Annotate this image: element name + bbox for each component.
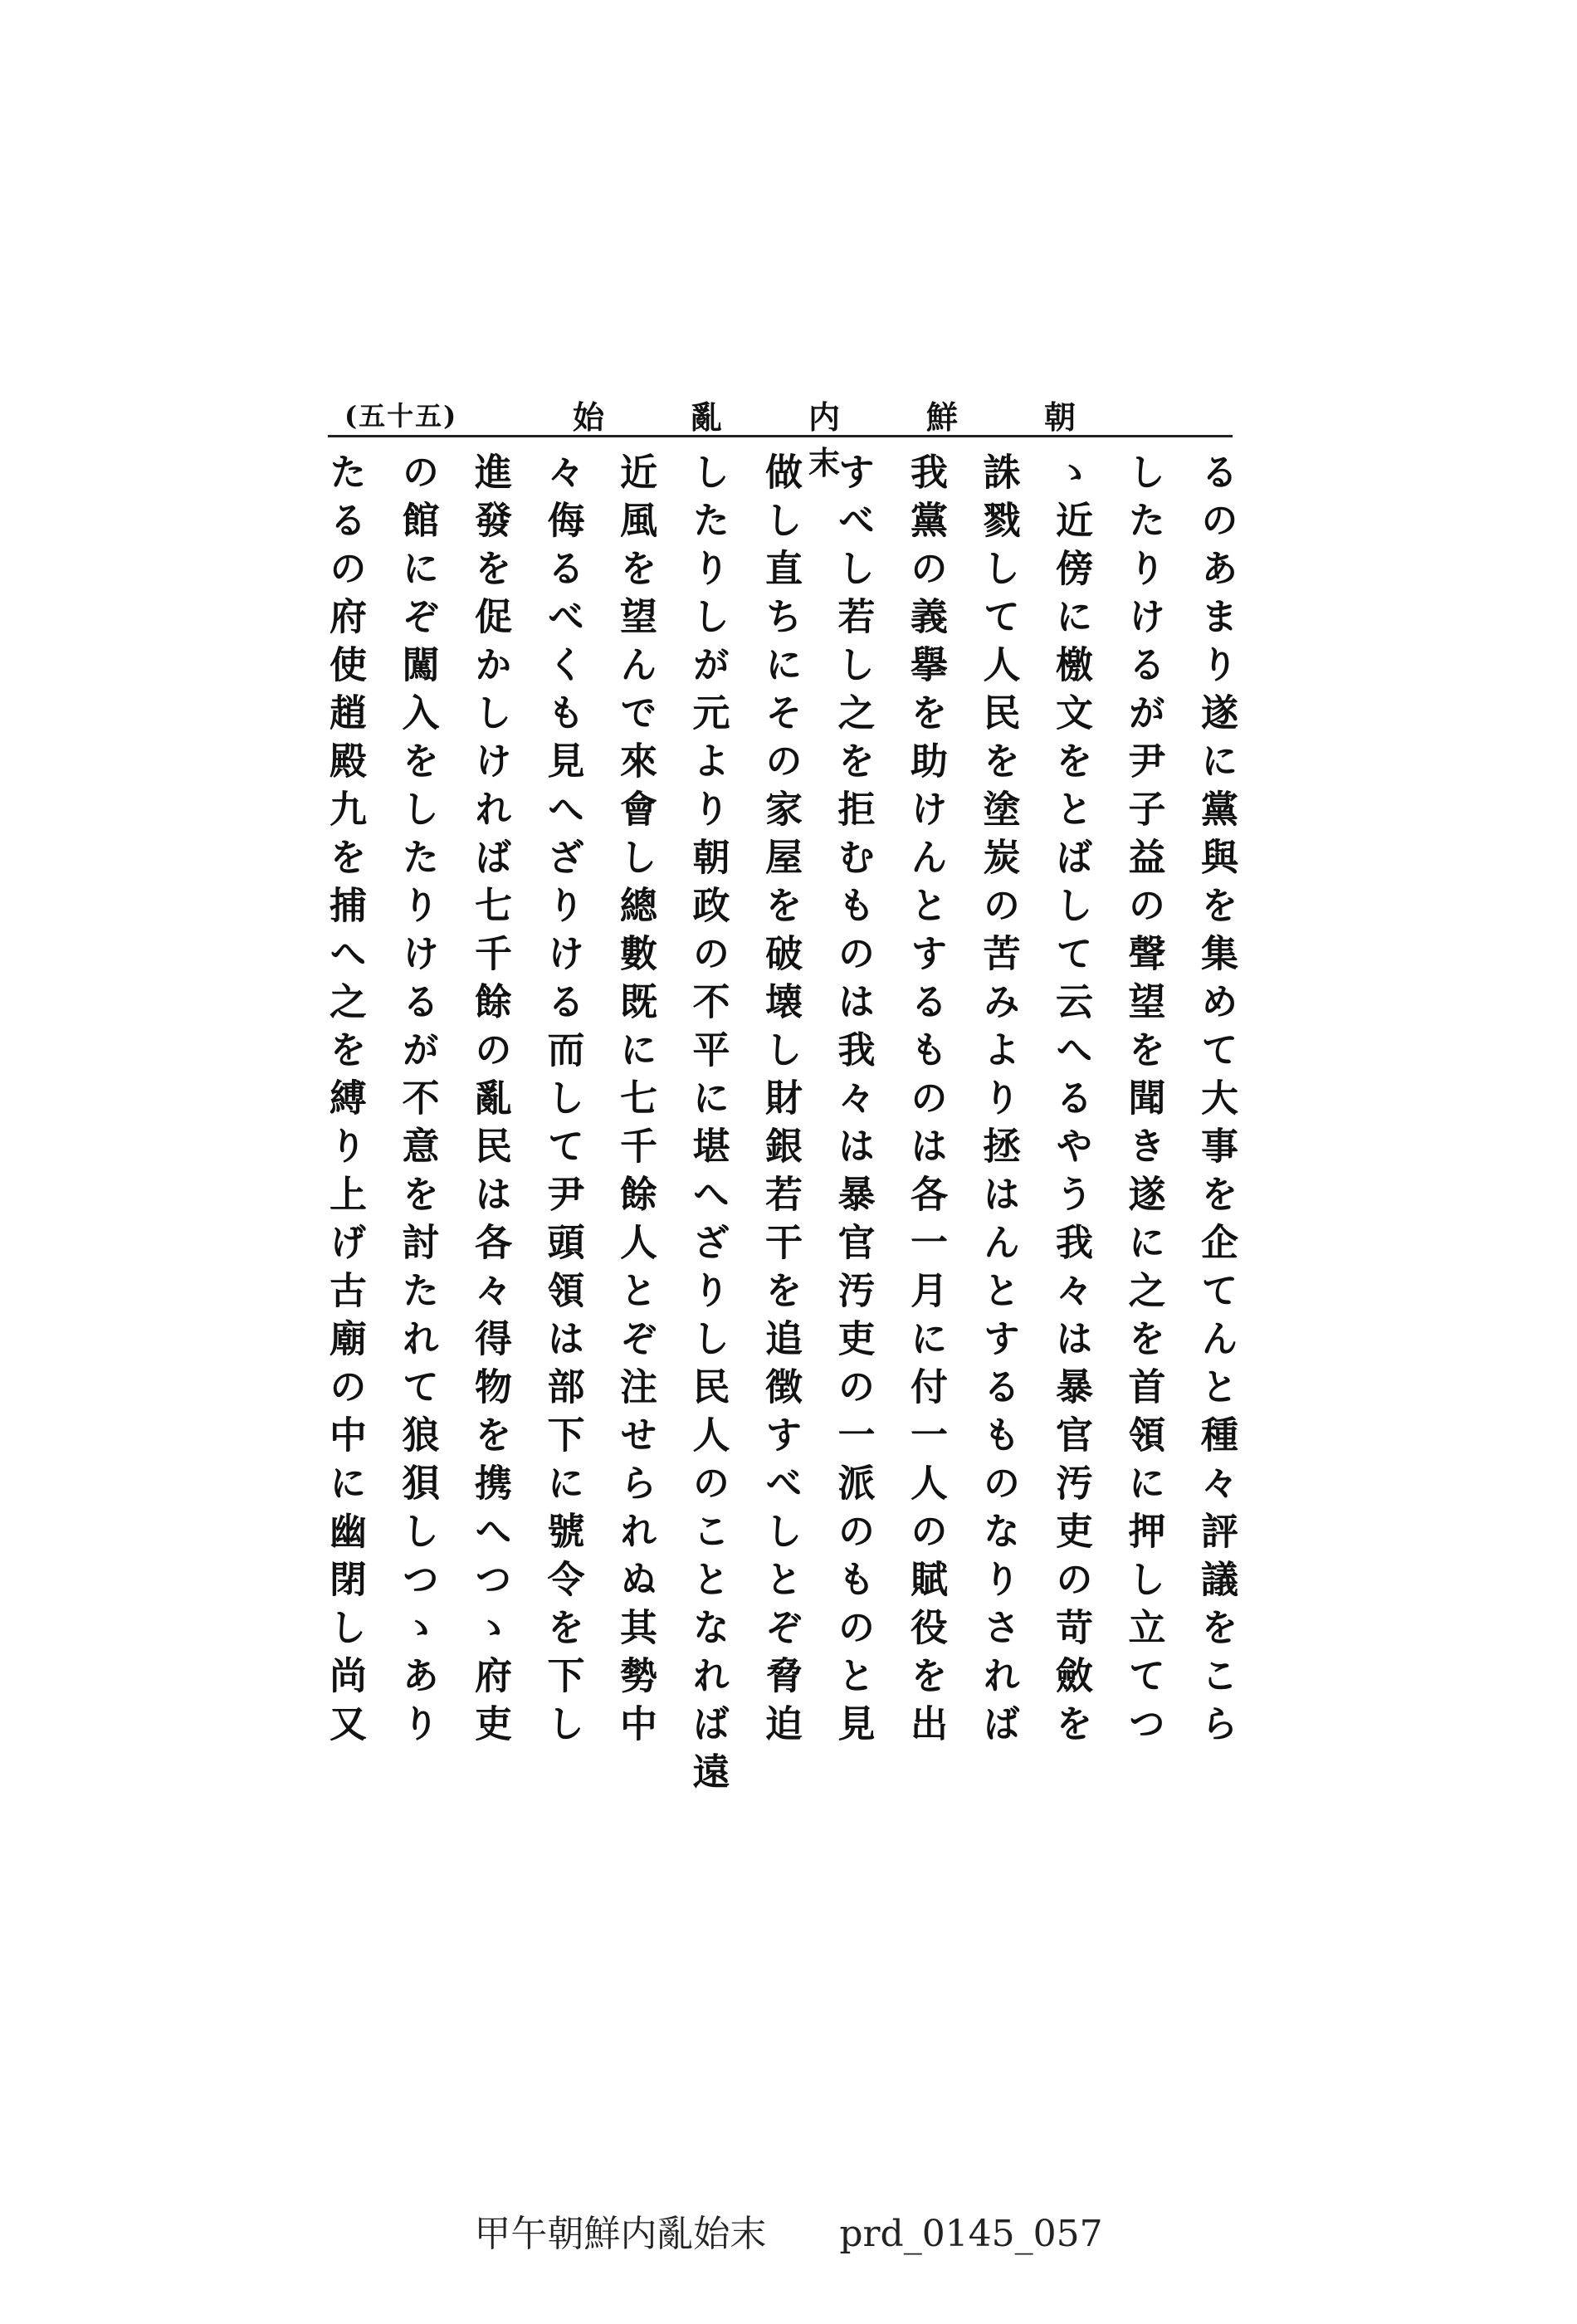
image-caption: 甲午朝鮮内亂始末 prd_0145_057 <box>474 2213 1103 2255</box>
text-column-6: すべし若し之を拒むものは我々は暴官汚吏の一派のものと見 <box>831 452 876 1752</box>
text-column-2: したりけるが尹子益の聲望を聞き遂に之を首領に押し立てつ <box>1121 452 1166 1752</box>
running-title: 朝鮮内亂始末 <box>572 398 1162 481</box>
text-column-9: 近風を望んで來會し總數既に七千餘人とぞ注せられぬ其勢中 <box>613 452 657 1752</box>
text-column-5: 我黨の義擧を助けんとするものは各一月に付一人の賦役を出 <box>904 452 948 1752</box>
text-column-10: 々侮るべくも見へざりける而して尹頭領は部下に號令を下し <box>540 452 585 1752</box>
text-column-4: 誅戮して人民を塗炭の苦みより拯はんとするものなりされば <box>976 452 1021 1752</box>
text-column-1: るのあまり遂に黨與を集めて大事を企てんと種々評議をこら <box>1194 452 1238 1752</box>
vertical-text-block <box>320 452 1241 1946</box>
text-column-8: したりしが元より朝政の不平に堪へざりし民人のことなれば遠 <box>686 452 730 1800</box>
text-column-3: ゝ近傍に檄文をとばして云へるやう我々は暴官汚吏の苛斂を <box>1049 452 1093 1752</box>
page-number: (五十五) <box>344 400 458 432</box>
text-column-13: たるの府使趙殿九を捕へ之を縛り上げ古廟の中に幽閉し尚又 <box>323 452 367 1752</box>
text-column-12: の館にぞ闖入をしたりけるが不意を討たれて狼狽しつゝあり <box>395 452 440 1752</box>
header-rule <box>328 435 1233 437</box>
text-column-7: 做し直ちにその家屋を破壊し財銀若干を追徴すべしとぞ脅迫 <box>759 452 803 1752</box>
text-column-11: 進發を促かしければ七千餘の亂民は各々得物を携へつゝ府吏 <box>468 452 512 1752</box>
page-header <box>328 388 1233 481</box>
